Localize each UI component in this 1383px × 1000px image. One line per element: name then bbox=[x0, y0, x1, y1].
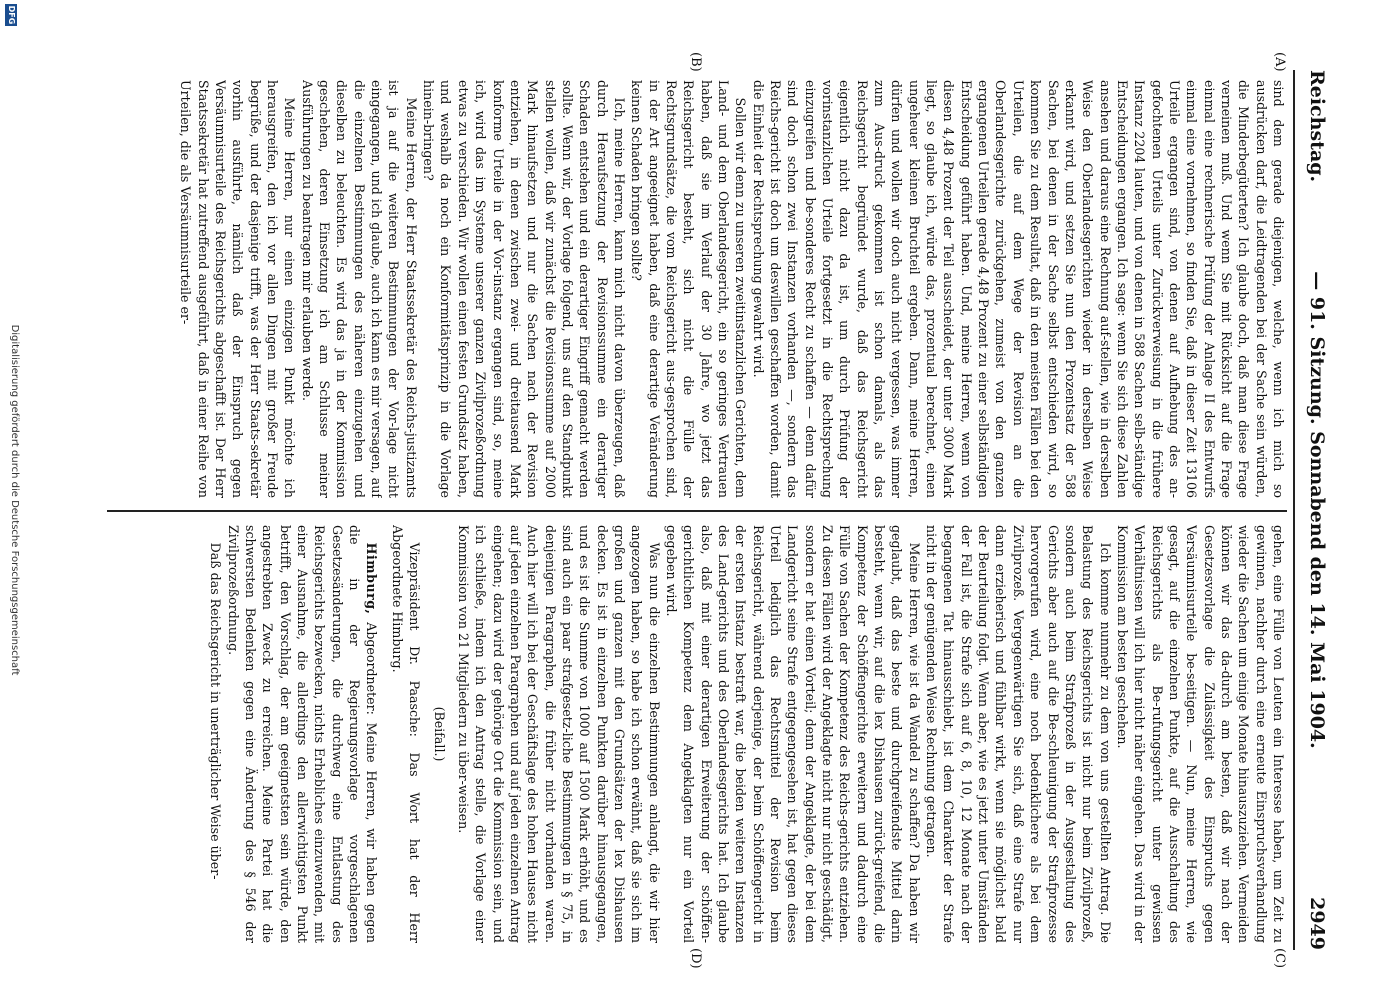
margin-mark-c: (C) bbox=[1272, 948, 1287, 969]
column-divider bbox=[107, 510, 1287, 512]
speaker-text: Abgeordneter: Meine Herren, wir haben gegen die in der Regierungsvorlage vorgeschlagenen Gesetzesänderungen, die durchweg eine Entlastung des Reichsgerichts bezwecken, nichts Erhebliches einzuwenden, mit einer Ausnahme, die allerdings den allerwichtigsten Punkt betrifft, den Vorschlag, der am geeignetsten sein würde, den angestrebten Zweck zu erreichen. Meine Partei hat die schwersten Bedenken gegen eine Änderung des § 546 der Zivilprozeßordnung. bbox=[225, 525, 380, 943]
paragraph: Meine Herren, der Herr Staatssekretär des Reichs-justizamts ist ja auf die weiteren Bestimmungen der Vor-lage nicht eingegangen, und ich glaube, auch ich kann es mir versagen, auf die einzelnen Bestimmungen des näheren einzugehen und dieselben zu beleuchten. Es wird das ja in der Kommission geschehen, deren Einsetzung ich am Schlusse meiner Ausführungen zu beantragen mir erlauben werde. bbox=[299, 80, 419, 498]
header-center: — 91. Sitzung. Sonnabend den 14. Mai 1904. bbox=[1306, 271, 1328, 749]
speaker-name: Himburg, bbox=[364, 542, 380, 615]
paragraph: Was nun die einzelnen Bestimmungen anlangt, die wir hier angezogen haben, so habe ich schon erwähnt, daß sie sich im großen und ganzen mit den Grundsätzen der lex Dishausen decken. Es ist in einzelnen Punkten darüber hinausgegangen, und es ist die Summe von 1000 auf 1500 Mark erhöht, und es sind auch ein paar strafgesetz-liche Bestimmungen in § 75, in denjenigen Paragraphen, die früher nicht vorhanden waren. Auch hier will ich bei der Geschäftslage des hohen Hauses nicht auf jeden einzelnen Paragraphen und auf jeden einzelnen Antrag eingehen; dazu wird der gehörige Ort die Kommission sein, und ich schließe, indem ich den Antrag stelle, die Vorlage einer Kommission von 21 Mitgliedern zu über-weisen. bbox=[455, 525, 662, 943]
speaker-paragraph bbox=[224, 525, 380, 943]
page-number: 2949 bbox=[1306, 897, 1328, 950]
header-left: Reichstag. bbox=[1306, 70, 1328, 183]
right-column bbox=[107, 525, 1287, 943]
paragraph: gehen, eine Fülle von Leuten ein Interesse haben, um Zeit zu gewinnen, nachher durch eine erneute Einspruchsverhandlung wieder die Sachen um einige Monate hinauszuziehen. Vermeiden können wir das da-durch am besten, daß wir nach der Gesetzesvorlage die Zulässigkeit des Einspruchs gegen Versäumnisurteile be-seitigen. — Nun, meine Herren, wie gesagt, auf die einzelnen Punkte, auf die Ausschaltung des Reichsgerichts als Be-rufungsgericht unter gewissen Verhältnissen will ich hier nicht näher eingehen. Das wird in der Kommission am besten geschehen. bbox=[1114, 525, 1286, 943]
applause-note: (Beifall.) bbox=[432, 706, 448, 762]
margin-mark-a: (A) bbox=[1272, 52, 1287, 72]
dfg-logo: DFG bbox=[7, 5, 16, 25]
paragraph: sind dem gerade diejenigen, welche, wenn ich mich so ausdrücken darf, die Leidtragenden bei der Sache sein würden, die Minderbegüterten? Ich glaube doch, daß man diese Frage verneinen muß. Und wenn Sie mit Rücksicht auf die Frage einmal eine rechnerische Prüfung der Anlage II des Entwurfs einmal eine vornehmen, so finden Sie, daß in dieser Zeit 13106 Urteile ergangen sind, von denen auf Aufhebung des an-gefochtenen Urteils unter Zurückverweisung in die frühere Instanz 2204 lauten, und von denen in 588 Sachen selb-ständige Entscheidungen ergangen. Ich sage: wenn Sie sich diese Zahlen ansehen und daraus eine Rechnung auf-stellen, wie in derselben Weise den Oberlandesgerichten wieder in derselben Weise erkannt wird, und setzen Sie nun den Prozentsatz der 588 Sachen, bei denen in der Sache selbst entschieden wird, so kommen Sie zu dem Resultat, daß in den meisten Fällen bei den Urteilen, die auf dem Wege der Revision an die Oberlandesgerichte zurückgehen, zumeist von den ganzen ergangenen Urteilen gerade 4,48 Prozent zu einer selbständigen Entscheidung geführt haben. Und, meine Herren, wenn von diesen 4,48 Prozent der Teil ausscheidet, der unter 3000 Mark liegt, so glaube ich, würde das, prozentual berechnet, einen ungeheuer kleinen Bruchteil ergeben. Dann, meine Herren, dürfen und wollen wir doch auch nicht vergessen, was immer zum Aus-druck gekommen ist schon damals, als das Reichsgericht begründet wurde, daß das Reichsgericht eigentlich nicht dazu da ist, um durch Prüfung der vorinstanzlichen Urteile fortgesetzt in die Rechtsprechung einzugreifen und be-sonderes Recht zu schaffen — denn dafür sind doch schon zwei Instanzen vorhanden —, sondern das Reichs-gericht ist doch um deswillen geschaffen worden, damit die Einheit der Rechtsprechung gewahrt wird. bbox=[750, 80, 1286, 498]
digitization-credit: Digitalisierung gefördert durch die Deutsche Forschungsgemeinschaft bbox=[9, 324, 20, 676]
paragraph: Ich, meine Herren, kann mich nicht davon überzeugen, daß durch Heraufsetzung der Revisionssumme ein derartiger Schaden entstehen und ein derartiger Eingriff gemacht werden sollte. Wenn wir, der Vorlage folgend, uns auf den Standpunkt stellen wollen, daß wir zunächst die Revisionssumme auf 2000 Mark hinaufsetzen und nur die Sachen nach der Revision entziehen, in denen zwischen zwei- und dreitausend Mark konforme Urteile in der Vor-instanz ergangen sind, so, meine ich, wird das im Systeme unserer ganzen Zivilprozeßordnung etwas zu verschieden. Wir wollen einen festen Grundsatz haben, und weshalb da noch ein Konformitätsprinzip in die Vorlage hinein-bringen? bbox=[421, 80, 627, 498]
margin-mark-d: (D) bbox=[688, 948, 703, 969]
paragraph: Ich komme nunmehr zu dem von uns gestellten Antrag. Die Belastung des Reichsgerichts ist nicht nur beim Zivilprozeß, sondern auch beim Strafprozeß in der Ausgestaltung des Gerichts aber auch auf die Be-schleunigung der Strafprozesse hervorgerufen wird, eine noch bedenklichere als bei dem Zivilprozeß. Vergegenwärtigen Sie sich, daß eine Strafe nur dann erzieherisch und fühlbar wirkt, wenn sie möglichst bald der Beurteilung folgt. Wenn aber, wie es jetzt unter Umständen der Fall ist, die Strafe sich auf 6, 8, 10, 12 Monate nach der begangenen Tat hinausschiebt, ist dem Charakter der Strafe nicht in der genügenden Weise Rechnung getragen. bbox=[924, 525, 1113, 943]
margin-mark-b: (B) bbox=[688, 52, 703, 72]
header-rule bbox=[1293, 70, 1295, 950]
paragraph: Sollen wir denn zu unseren zweitinstanzlichen Gerichten, dem Land- und dem Oberlandesgericht, ein so geringes Vertrauen haben, daß sie im Verlauf der 30 Jahre, wo jetzt das Reichsgericht besteht, sich nicht die Fülle der Rechtsgrundsätze, die vom Reichsgericht aus-gesprochen sind, in der Art angeeignet haben, daß eine derartige Veränderung keinen Schaden bringen sollte? bbox=[629, 80, 749, 498]
paragraph: Daß das Reichsgericht in unerträglicher Weise über- bbox=[208, 542, 224, 880]
chair-line: Vizepräsident Dr. Paasche: Das Wort hat der Herr Abgeordnete Himburg. bbox=[389, 525, 423, 943]
page-header bbox=[1298, 70, 1328, 950]
left-column bbox=[107, 80, 1287, 498]
paragraph: Meine Herren, nur einen einzigen Punkt möchte ich herausgreifen, den ich vor allen Dingen mit großer Freude begrüße, und der dasjenige trifft, was der Herr Staats-sekretär vorhin ausführte, nämlich daß der Einspruch gegen Versäumnisurteile des Reichsgerichts abgeschafft ist. Der Herr Staatssekretär hat zutreffend ausgeführt, daß in einer Reihe von Urteilen, die als Versäumnisurteile er- bbox=[178, 80, 298, 498]
paragraph: Meine Herren, wie ist da Wandel zu schaffen? Da haben wir geglaubt, daß das beste und durchgreifendste Mittel darin besteht, wenn wir, auf die lex Dishausen zurück-greifend, die Kompetenz der Schöffengerichte erweitern und dadurch eine Fülle von Sachen der Kompetenz des Reichs-gerichts entziehen. Zu diesen Fällen wird der Angeklagte nicht nur nicht geschädigt, sondern er hat einen Vorteil; denn der Angeklagte, der bei dem Landgericht seine Strafe entgegengesehen ist, hat gegen dieses Urteil lediglich das Rechtsmittel der Revision beim Reichsgericht, während derjenige, der beim Schöffengericht in der ersten Instanz bestraft war, die beiden weiteren Instanzen des Land-gerichts und des Oberlandesgerichts hat. Ich glaube also, daß mit einer derartigen Erweiterung der schöffen-gerichtlichen Kompetenz dem Angeklagten nur ein Vorteil gegeben wird. bbox=[663, 525, 922, 943]
